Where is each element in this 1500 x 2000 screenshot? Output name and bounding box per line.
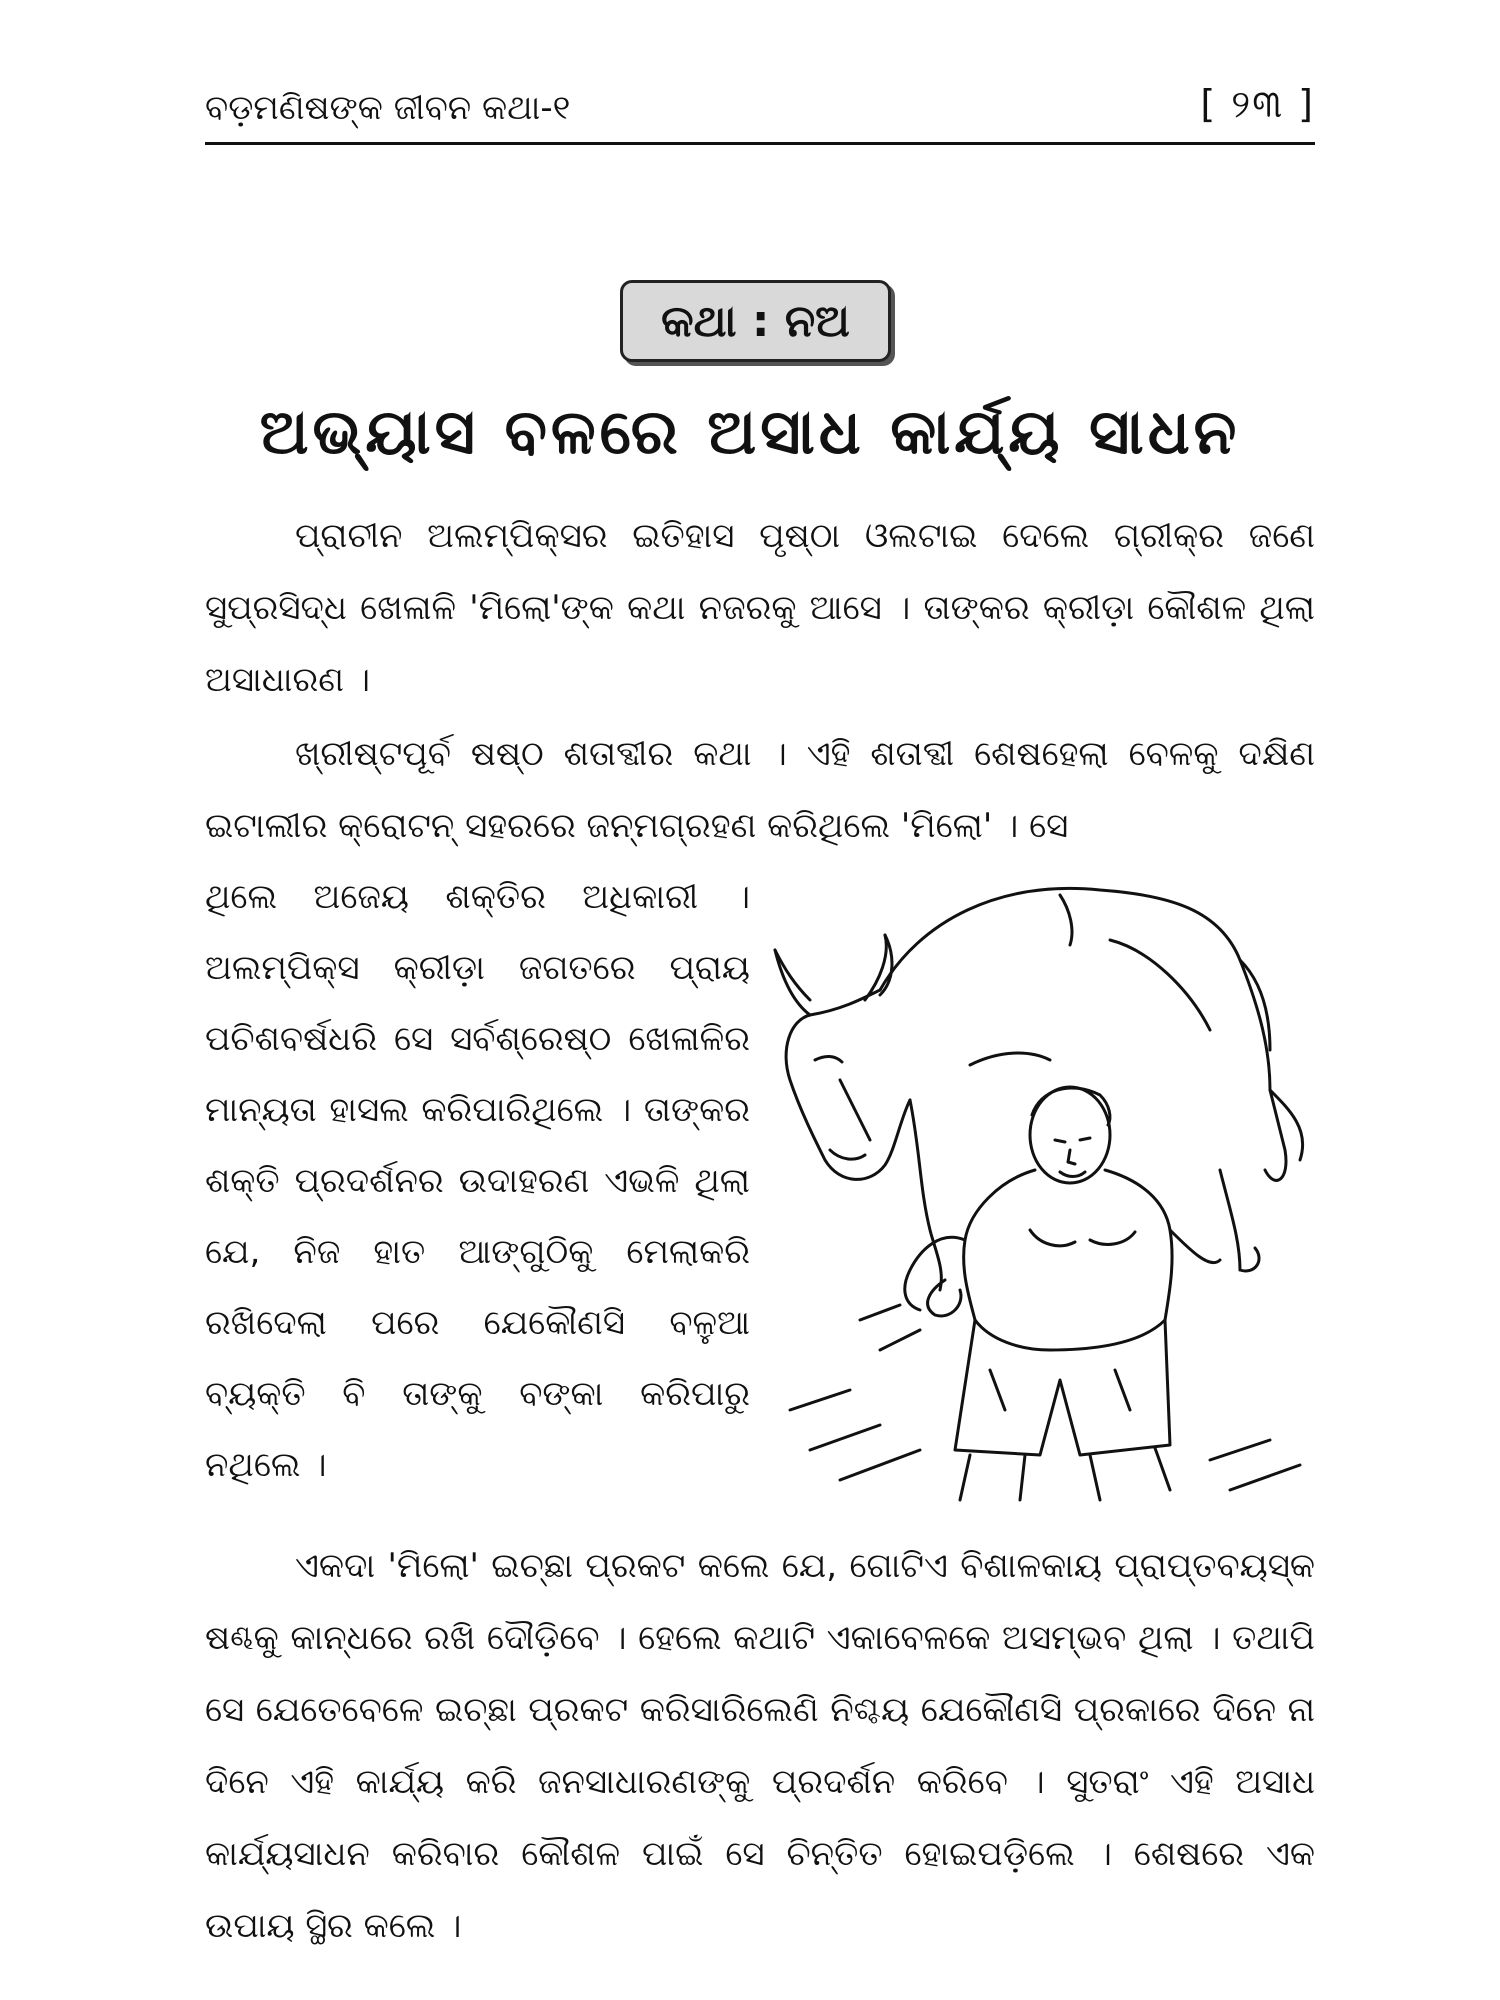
paragraph-2-intro: ଖ୍ରୀଷ୍ଟପୂର୍ବ ଷଷ୍ଠ ଶତାବ୍ଦୀର କଥା । ଏହି ଶତାବ୍ଦୀ ଶେଷହେଲା ବେଳକୁ ଦକ୍ଷିଣ ଇଟାଲୀର କ୍ରୋଟନ୍ ସହରରେ ଜନ୍ମଗ୍ରହଣ କରିଥିଲେ 'ମିଲୋ' । ସେ [205,734,1315,846]
story-title: ଅଭ୍ୟାସ ବଳରେ ଅସାଧ କାର୍ଯ୍ୟ ସାଧନ [259,395,1241,468]
paragraph-1: ପ୍ରାଚୀନ ଅଲମ୍ପିକ୍ସର ଇତିହାସ ପୃଷ୍ଠା ଓଲଟାଇ ଦେଲେ ଗ୍ରୀକ୍‌ର ଜଣେ ସୁପ୍ରସିଦ୍ଧ ଖେଳାଳି 'ମିଲୋ'ଙ୍କ କଥା ନଜରକୁ ଆସେ । ତାଙ୍କର କ୍ରୀଡ଼ା କୌଶଳ ଥିଲା ଅସାଧାରଣ । [205,516,1315,700]
page-number: [ ୨୩ ] [1200,82,1315,126]
running-header [205,82,1315,145]
running-title: ବଡ଼ମଣିଷଙ୍କ ଜୀବନ କଥା-୧ [205,88,571,128]
paragraph-3: ଏକଦା 'ମିଲୋ' ଇଚ୍ଛା ପ୍ରକଟ କଲେ ଯେ, ଗୋଟିଏ ବିଶାଳକାୟ ପ୍ରାପ୍ତବୟସ୍କ ଷଣ୍ଢକୁ କାନ୍ଧରେ ରଖି ଦୌଡ଼ିବେ । ହେଲେ କଥାଟି ଏକାବେଳକେ ଅସମ୍ଭବ ଥିଲା । ତଥାପି ସେ ଯେତେବେଳେ ଇଚ୍ଛା ପ୍ରକଟ କରିସାରିଲେଣି ନିଶ୍ଚୟ ଯେକୌଣସି ପ୍ରକାରେ ଦିନେ ନା ଦିନେ ଏହି କାର୍ଯ୍ୟ କରି ଜନସାଧାରଣଙ୍କୁ ପ୍ରଦର୍ଶନ କରିବେ । ସୁତରାଂ ଏହି ଅସାଧ କାର୍ଯ୍ୟସାଧନ କରିବାର କୌଶଳ ପାଇଁ ସେ ଚିନ୍ତିତ ହୋଇପଡ଼ିଲେ । ଶେଷରେ ଏକ ଉପାୟ ସ୍ଥିର କଲେ । [205,1546,1315,1946]
paragraph-2-wrapped: ଥିଲେ ଅଜେୟ ଶକ୍ତିର ଅଧିକାରୀ । ଅଲମ୍ପିକ୍ସ କ୍ରୀଡ଼ା ଜଗତରେ ପ୍ରାୟ ପଚିଶବର୍ଷଧରି ସେ ସର୍ବଶ୍ରେଷ୍ଠ ଖେଳାଳିର ମାନ୍ୟତା ହାସଲ କରିପାରିଥିଲେ । ତାଙ୍କର ଶକ୍ତି ପ୍ରଦର୍ଶନର ଉଦାହରଣ ଏଭଳି ଥିଲା ଯେ, ନିଜ ହାତ ଆଙ୍ଗୁଠିକୁ ମେଲାକରି ରଖିଦେଲା ପରେ ଯେକୌଣସି ବଳୁଆ ବ୍ୟକ୍ତି ବି ତାଙ୍କୁ ବଙ୍କା କରିପାରୁ ନଥିଲେ । [205,877,750,1485]
milo-carrying-bull-illustration [770,850,1315,1510]
chapter-label: କଥା : ନଅ [620,280,891,362]
